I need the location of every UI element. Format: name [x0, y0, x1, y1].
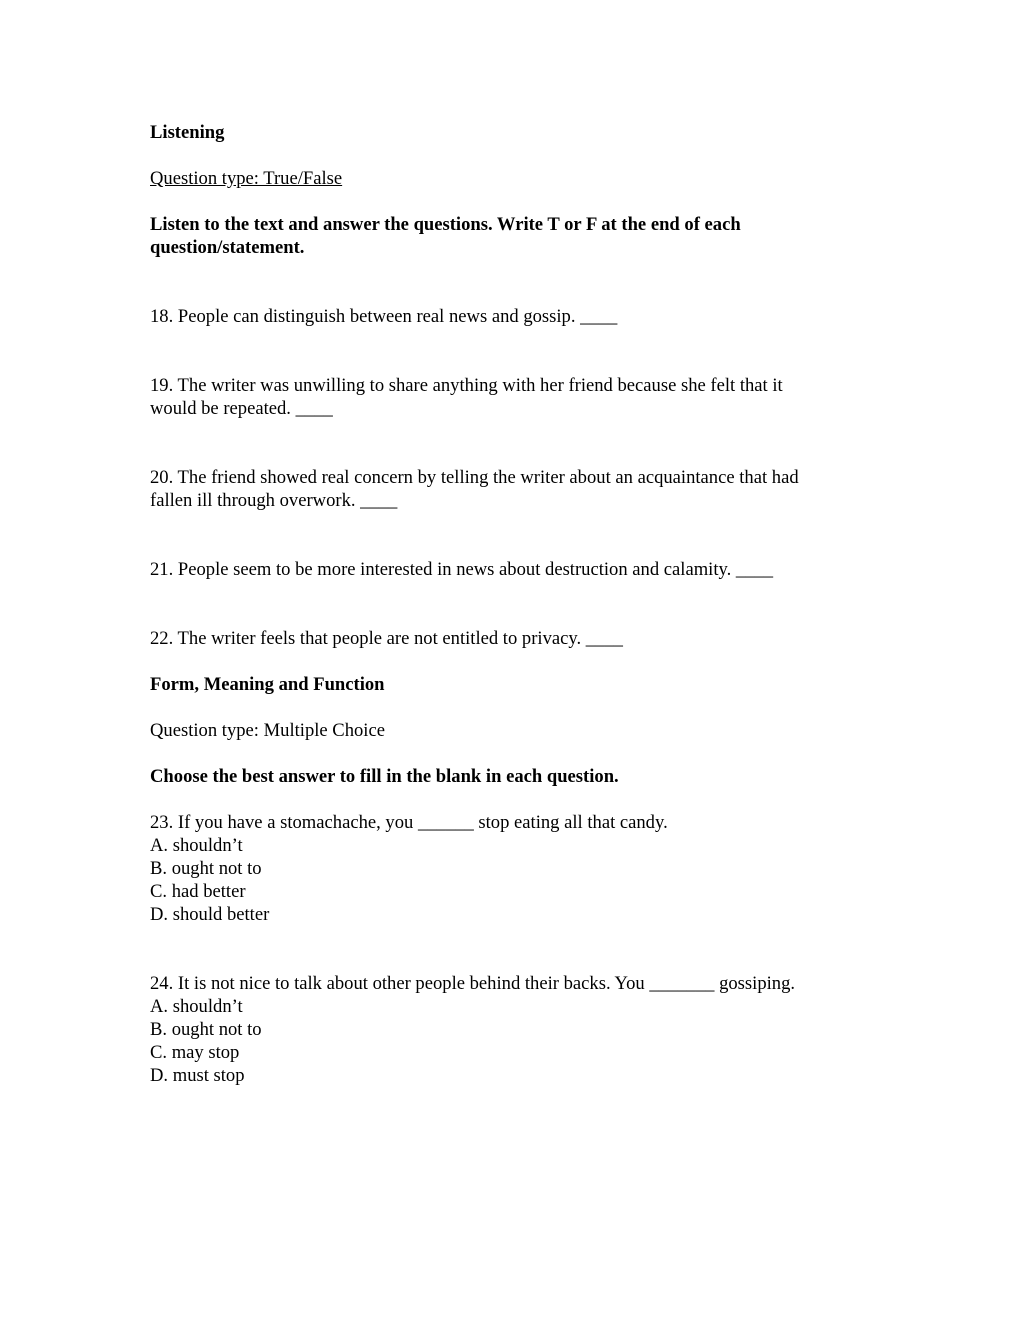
- question-23-option-b: B. ought not to: [150, 858, 262, 879]
- question-23-option-a: A. shouldn’t: [150, 835, 243, 856]
- question-20-line2: fallen ill through overwork. ____: [150, 490, 398, 511]
- question-24-stem: 24. It is not nice to talk about other people behind their backs. You _______ gossiping.: [150, 973, 796, 994]
- question-23-option-d: D. should better: [150, 904, 270, 925]
- question-19-line1: 19. The writer was unwilling to share anything with her friend because she felt that it: [150, 375, 783, 396]
- question-23-option-c: C. had better: [150, 881, 246, 902]
- question-24-option-a: A. shouldn’t: [150, 996, 243, 1017]
- listening-instruction-line2: question/statement.: [150, 237, 305, 258]
- listening-heading: Listening: [150, 122, 225, 143]
- question-23-stem: 23. If you have a stomachache, you ______ stop eating all that candy.: [150, 812, 668, 833]
- question-20-line1: 20. The friend showed real concern by telling the writer about an acquaintance that had: [150, 467, 799, 488]
- question-24-option-b: B. ought not to: [150, 1019, 262, 1040]
- form-meaning-instruction: Choose the best answer to fill in the blank in each question.: [150, 766, 619, 787]
- question-18: 18. People can distinguish between real news and gossip. ____: [150, 306, 618, 327]
- question-24-option-c: C. may stop: [150, 1042, 240, 1063]
- question-22: 22. The writer feels that people are not entitled to privacy. ____: [150, 628, 623, 649]
- form-meaning-question-type: Question type: Multiple Choice: [150, 720, 385, 741]
- question-24-option-d: D. must stop: [150, 1065, 245, 1086]
- listening-instruction-line1: Listen to the text and answer the questions. Write T or F at the end of each: [150, 214, 741, 235]
- listening-question-type: Question type: True/False: [150, 168, 343, 189]
- form-meaning-heading: Form, Meaning and Function: [150, 674, 385, 695]
- question-21: 21. People seem to be more interested in news about destruction and calamity. ____: [150, 559, 774, 580]
- question-19-line2: would be repeated. ____: [150, 398, 333, 419]
